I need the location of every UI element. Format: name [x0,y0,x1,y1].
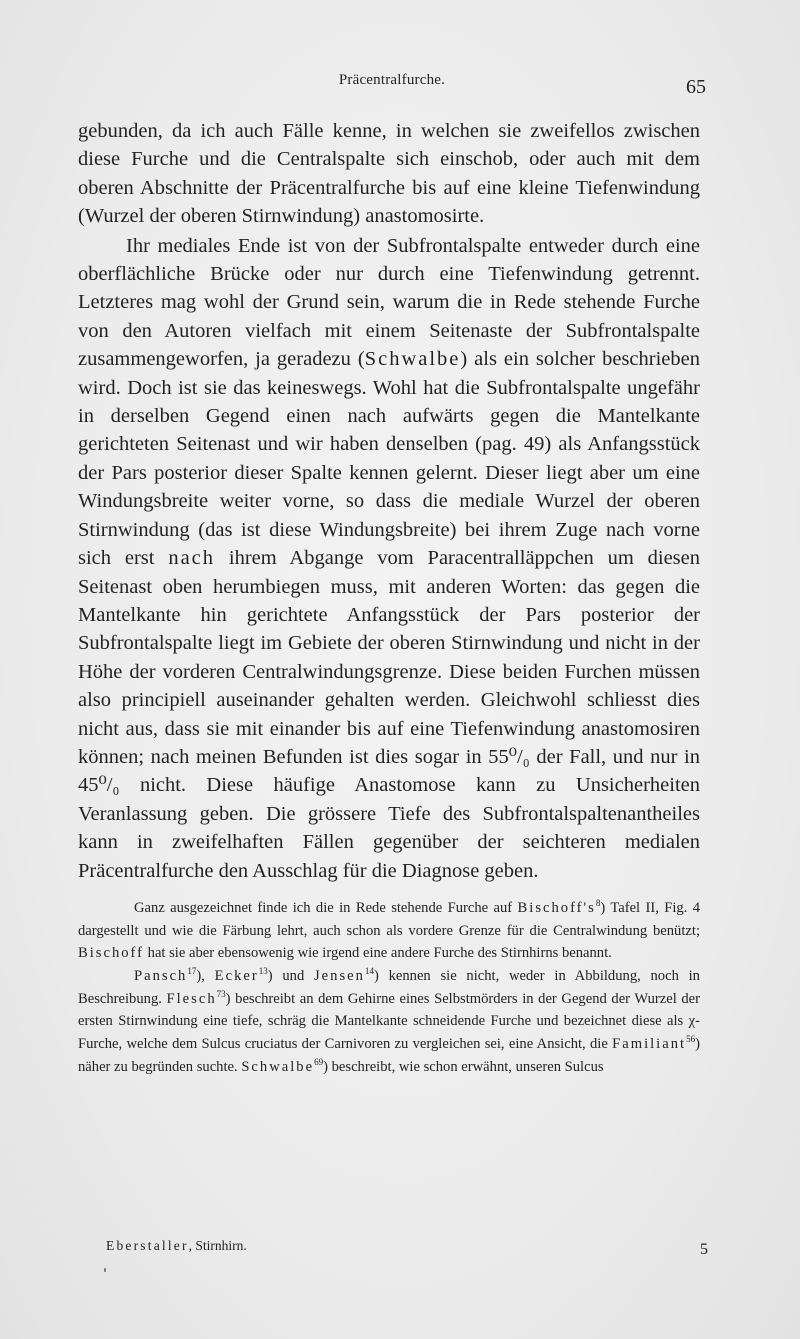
note-text: ) Tafel II, Fig. 4 dargestellt und wie die Färbung lehrt, auch schon als vordere Grenze für die Centralwindung benützt; [78,899,700,939]
page-number: 65 [686,76,706,98]
reference-number: 69 [314,1057,324,1068]
page-footer [106,1238,708,1260]
note-text: ), [196,968,215,985]
signature-title: , Stirnhirn. [188,1238,247,1253]
paragraph-2-text: der Fall, und nur in 45 [78,745,700,797]
reference-number: 8 [595,898,601,909]
paragraph-1-text: gebunden, da ich auch Fälle kenne, in welchen sie zweifellos zwischen diese Furche und die Centralspalte sich einschob, oder auch mit dem oberen Abschnitte der Präcentralfurche bis auf eine kleine Tiefenwindung (Wurzel der oberen Stirnwindung) anastomosirte. [78,120,700,228]
emphasis-nach: nach [168,547,216,570]
paragraph-1 [78,117,700,231]
reference-number: 13 [258,966,268,977]
note-text: ) beschreibt, wie schon erwähnt, unseren Sulcus [323,1058,604,1075]
author-name: Flesch [166,990,217,1007]
signature-author: Eberstaller [106,1238,189,1253]
reference-number: 73 [216,988,226,999]
printer-signature [106,1238,247,1254]
note-2 [78,965,700,1079]
percent-sign: ⁰/₀ [98,774,120,797]
note-1 [78,897,700,965]
paragraph-2-text: ihrem Abgange vom Paracentralläppchen um diesen Seitenast oben herumbiegen muss, mit anderen Worten: das gegen die Mantelkante hin gerichtete Anfangsstück der Pars posterior der Subfrontalspalte liegt im Gebiete der oberen Stirnwindung und nicht in der Höhe der vorderen Centralwindungsgrenze. Diese beiden Furchen müssen also principiell auseinander gehalten werden. Gleichwohl schliesst dies nicht aus, dass sie mit einander bis auf eine Tiefenwindung anastomosiren können; nach meinen Befunden ist dies sogar in 55 [78,547,700,768]
small-print-notes [78,897,700,1079]
running-title: Präcentralfurche. [338,72,446,88]
sheet-number: 5 [700,1241,708,1258]
author-name-schwalbe: Schwalbe [364,348,461,371]
main-text [78,117,700,1079]
paragraph-2-text: nicht. Diese häufige Anastomose kann zu Unsicherheiten Veranlassung geben. Die grössere Tiefe des Subfrontalspaltenantheiles kann in zweifelhaften Fällen gegenüber der seichteren medialen Präcentralfurche den Ausschlag für die Diagnose geben. [78,774,700,882]
note-text: ) näher zu begründen suchte. [78,1036,700,1075]
paragraph-2-text: ) als ein solcher beschrieben wird. Doch ist sie das keineswegs. Wohl hat die Subfrontalspalte ungefähr in derselben Gegend einen nach aufwärts gegen die Mantelkante gerichteten Seitenast und wir haben denselben (pag. 49) als Anfangsstück der Pars posterior dieser Spalte kennen gelernt. Dieser liegt aber um eine Windungsbreite weiter vorne, so dass die mediale Wurzel der oberen Stirnwindung (das ist diese Windungsbreite) bei ihrem Zuge nach vorne sich erst [78,348,700,570]
author-name: Jensen [314,968,365,985]
note-text: hat sie aber ebensowenig wie irgend eine andere Furche des Stirnhirns benannt. [144,945,612,962]
page-header [78,70,706,100]
author-name: Familiant [612,1036,687,1053]
author-name: Bischoff's [517,899,596,916]
percent-sign: ⁰/₀ [508,745,530,768]
note-text: ) und [267,968,314,985]
author-name: Bischoff [78,945,144,962]
note-text: ) beschreibt an dem Gehirne eines Selbstmörders in der Gegend der Wurzel der ersten Stirnwindung eine tiefe, schräg die Mantelkante schneidende Furche und bezeichnet diese als χ-Furche, welche dem Sulcus cruciatus der Carnivoren zu vergleichen sei, eine Ansicht, die [78,990,700,1053]
author-name: Schwalbe [241,1058,315,1075]
author-name: Pansch [134,968,188,985]
reference-number: 14 [364,966,374,977]
paragraph-2-text: Ihr mediales Ende ist von der Subfrontalspalte entweder durch eine oberflächliche Brücke oder nur durch eine Tiefenwindung getrennt. Letzteres mag wohl der Grund sein, warum die in Rede stehende Furche von den Autoren vielfach mit einem Seitenaste der Subfrontalspalte zusammengeworfen, ja geradezu ( [78,234,700,371]
reference-number: 17 [187,966,197,977]
paper-speck [104,1268,106,1272]
paragraph-2 [78,232,700,885]
reference-number: 56 [686,1034,696,1045]
author-name: Ecker [214,968,259,985]
note-text: ) kennen sie nicht, weder in Abbildung, noch in Beschreibung. [78,968,700,1007]
note-text: Ganz ausgezeichnet finde ich die in Rede stehende Furche auf [134,899,518,916]
